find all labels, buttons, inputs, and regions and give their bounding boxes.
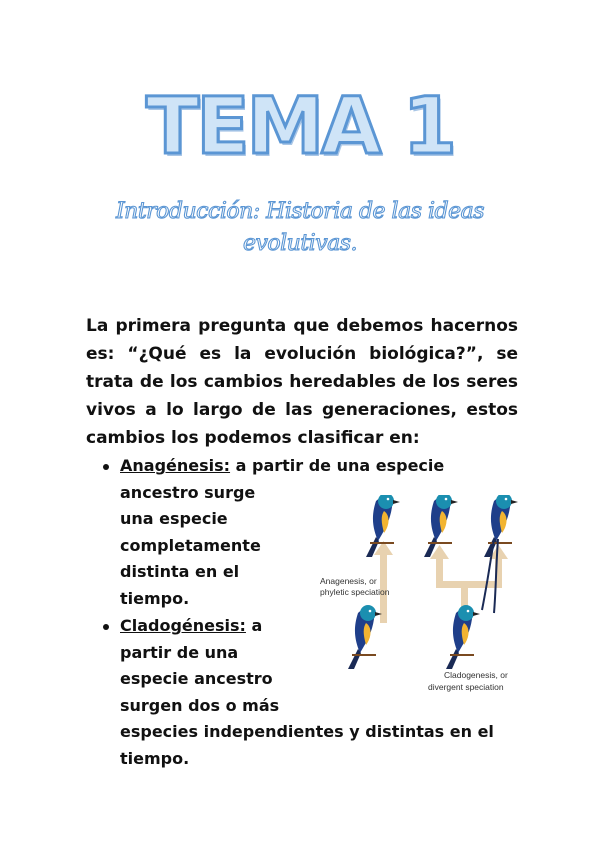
anagenesis-line-3: una especie — [120, 509, 228, 528]
anagenesis-line-2: ancestro surge — [120, 482, 256, 502]
cladogenesis-term: Cladogénesis: — [120, 616, 246, 635]
anagenesis-term: Anagénesis: — [120, 456, 231, 475]
bird-anagenesis-ancestor-icon — [348, 605, 382, 669]
cladogenesis-line-1: a — [251, 616, 263, 635]
caption-cladogenesis-1: Cladogenesis, or — [444, 670, 508, 680]
subtitle-line-1: Introducción: Historia de las ideas — [115, 199, 485, 224]
cladogenesis-line-2: partir de una — [120, 642, 239, 662]
page-title: TEMA 1 — [146, 82, 454, 172]
page-subtitle — [60, 196, 540, 260]
cladogenesis-line-4: surgen dos o más — [120, 695, 280, 715]
caption-cladogenesis-2: divergent speciation — [428, 682, 504, 692]
caption-anagenesis-1: Anagenesis, or — [320, 576, 377, 586]
cladogenesis-line-5: especies independientes y distintas en el — [120, 722, 494, 741]
bird-cladogenesis-ancestor-icon — [446, 605, 480, 669]
intro-paragraph: La primera pregunta que debemos hacernos es: “¿Qué es la evolución biológica?”, se trata de los cambios heredables de los seres vivos a lo largo de las generaciones, estos cambios los podemos clasificar en: — [86, 316, 518, 448]
bullet-dot-icon — [103, 624, 109, 630]
cladogenesis-line-3: especie ancestro — [120, 669, 273, 688]
anagenesis-line-1: a partir de una especie — [235, 456, 445, 475]
anagenesis-line-4: completamente — [120, 535, 261, 555]
cladogenesis-line-6: tiempo. — [120, 748, 190, 768]
subtitle-line-2: evolutivas. — [242, 231, 358, 256]
anagenesis-line-6: tiempo. — [120, 588, 190, 608]
speciation-figure — [318, 495, 528, 705]
caption-anagenesis-2: phyletic speciation — [320, 587, 390, 597]
anagenesis-line-5: distinta en el — [120, 562, 240, 581]
bullet-dot-icon — [103, 464, 109, 470]
anagenesis-arrow-icon — [374, 541, 393, 623]
